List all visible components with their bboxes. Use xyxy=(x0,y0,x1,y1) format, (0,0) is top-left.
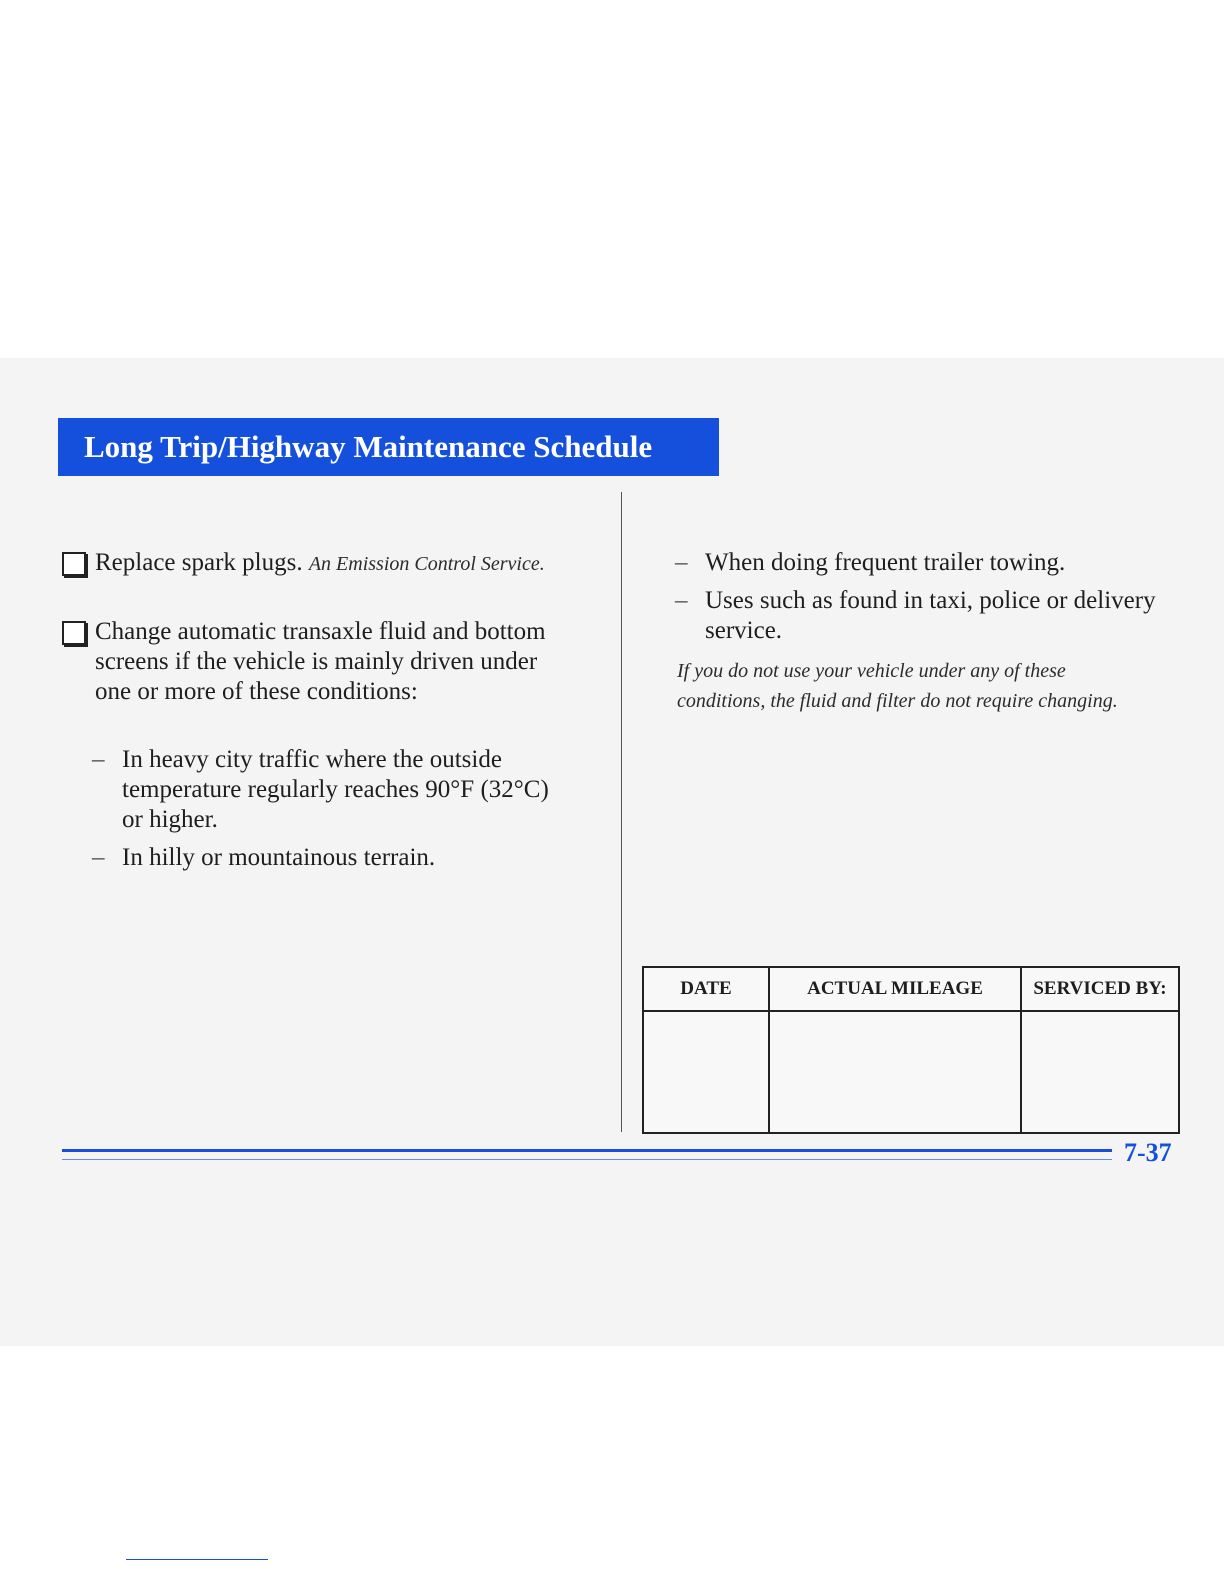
page-title: Long Trip/Highway Maintenance Schedule xyxy=(58,418,719,476)
condition-item xyxy=(675,548,1165,578)
item-text: Replace spark plugs. xyxy=(95,549,303,576)
condition-item xyxy=(92,745,572,835)
dash-bullet: – xyxy=(92,746,105,773)
checklist-item-spark-plugs xyxy=(62,548,565,579)
no-change-note: If you do not use your vehicle under any of these conditions, the fluid and filter do not require changing. xyxy=(677,660,1118,712)
service-record-table xyxy=(642,966,1180,1134)
table-header-row xyxy=(643,967,1179,1011)
checkbox-icon[interactable] xyxy=(62,552,86,576)
condition-text: Uses such as found in taxi, police or delivery service. xyxy=(705,587,1156,644)
page-number: 7-37 xyxy=(1124,1138,1172,1167)
item-text: Change automatic transaxle fluid and bottom screens if the vehicle is mainly driven under one or more of these conditions: xyxy=(95,618,546,705)
date-cell[interactable] xyxy=(643,1011,769,1133)
actual-mileage-cell[interactable] xyxy=(769,1011,1021,1133)
dash-bullet: – xyxy=(92,844,105,871)
bottom-divider xyxy=(126,1559,268,1560)
condition-text: In heavy city traffic where the outside temperature regularly reaches 90°F (32°C) or higher. xyxy=(122,746,549,833)
serviced-by-header: SERVICED BY: xyxy=(1021,967,1179,1011)
condition-text: In hilly or mountainous terrain. xyxy=(122,844,436,871)
checklist-item-transaxle-fluid xyxy=(62,617,565,707)
serviced-by-cell[interactable] xyxy=(1021,1011,1179,1133)
actual-mileage-header: ACTUAL MILEAGE xyxy=(769,967,1021,1011)
dash-bullet: – xyxy=(675,587,688,614)
condition-text: When doing frequent trailer towing. xyxy=(705,549,1066,576)
date-header: DATE xyxy=(643,967,769,1011)
footer-rule-thin xyxy=(62,1159,1112,1160)
condition-item xyxy=(675,586,1165,646)
checkbox-icon[interactable] xyxy=(62,621,86,645)
emission-control-note: An Emission Control Service. xyxy=(308,553,545,575)
dash-bullet: – xyxy=(675,549,688,576)
footer-rule xyxy=(62,1149,1112,1152)
condition-item xyxy=(92,843,572,873)
column-divider xyxy=(621,492,622,1132)
table-row xyxy=(643,1011,1179,1133)
